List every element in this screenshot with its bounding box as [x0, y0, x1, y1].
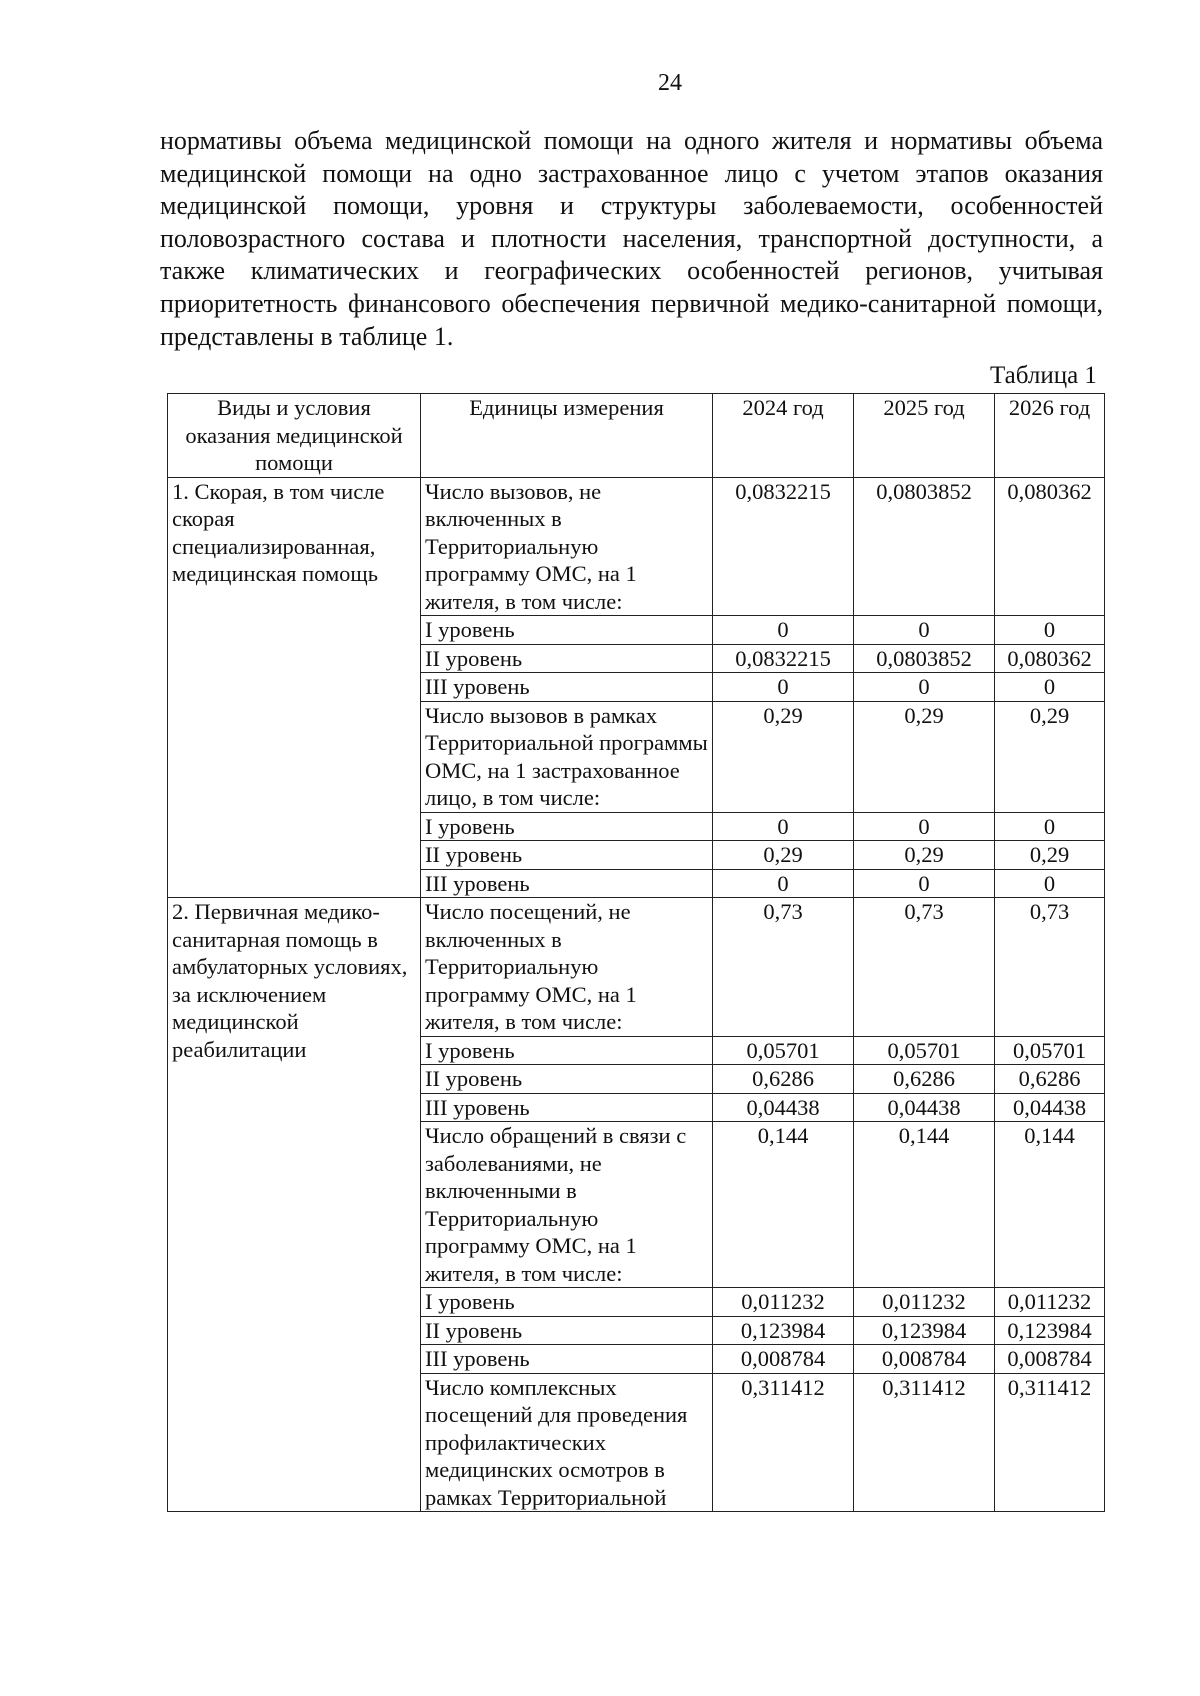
header-unit: Единицы измерения [421, 394, 713, 478]
header-2024: 2024 год [713, 394, 854, 478]
table-header-row [168, 394, 1105, 478]
unit-cell: Число вызовов, не включенных в Территориальную программу ОМС, на 1 жителя, в том числе: [421, 477, 713, 616]
value-2024-cell: 0,123984 [713, 1316, 854, 1345]
value-2026-cell: 0 [995, 616, 1105, 645]
value-2025-cell: 0,73 [854, 898, 995, 1037]
unit-cell: III уровень [421, 869, 713, 898]
value-2025-cell: 0 [854, 869, 995, 898]
value-2024-cell: 0,0832215 [713, 644, 854, 673]
care-kind-cell: 2. Первичная медико-санитарная помощь в амбулаторных условиях, за исключением медицинской реабилитации [168, 898, 421, 1512]
table-body [168, 477, 1105, 1512]
value-2026-cell: 0,29 [995, 701, 1105, 812]
value-2026-cell: 0,29 [995, 841, 1105, 870]
unit-cell: III уровень [421, 673, 713, 702]
value-2025-cell: 0,144 [854, 1122, 995, 1288]
value-2026-cell: 0 [995, 673, 1105, 702]
value-2026-cell: 0,05701 [995, 1036, 1105, 1065]
unit-cell: I уровень [421, 1036, 713, 1065]
value-2025-cell: 0,311412 [854, 1373, 995, 1512]
value-2025-cell: 0 [854, 673, 995, 702]
unit-cell: Число обращений в связи с заболеваниями, не включенными в Территориальную программу ОМС, на 1 жителя, в том числе: [421, 1122, 713, 1288]
value-2026-cell: 0,080362 [995, 644, 1105, 673]
header-2026: 2026 год [995, 394, 1105, 478]
value-2026-cell: 0,008784 [995, 1345, 1105, 1374]
value-2024-cell: 0,311412 [713, 1373, 854, 1512]
header-kind: Виды и условия оказания медицинской помощи [168, 394, 421, 478]
value-2025-cell: 0,0803852 [854, 644, 995, 673]
value-2025-cell: 0,29 [854, 841, 995, 870]
unit-cell: I уровень [421, 812, 713, 841]
value-2024-cell: 0,04438 [713, 1093, 854, 1122]
header-2025: 2025 год [854, 394, 995, 478]
value-2026-cell: 0,144 [995, 1122, 1105, 1288]
value-2026-cell: 0,123984 [995, 1316, 1105, 1345]
unit-cell: II уровень [421, 1316, 713, 1345]
unit-cell: Число вызовов в рамках Территориальной программы ОМС, на 1 застрахованное лицо, в том числе: [421, 701, 713, 812]
value-2025-cell: 0,29 [854, 701, 995, 812]
value-2024-cell: 0,05701 [713, 1036, 854, 1065]
value-2026-cell: 0,311412 [995, 1373, 1105, 1512]
value-2026-cell: 0 [995, 812, 1105, 841]
table-row [168, 477, 1105, 616]
value-2025-cell: 0,6286 [854, 1065, 995, 1094]
value-2026-cell: 0,73 [995, 898, 1105, 1037]
value-2024-cell: 0 [713, 869, 854, 898]
value-2025-cell: 0,0803852 [854, 477, 995, 616]
unit-cell: III уровень [421, 1093, 713, 1122]
intro-paragraph: нормативы объема медицинской помощи на одного жителя и нормативы объема медицинской помощи на одно застрахованное лицо с учетом этапов оказания медицинской помощи, уровня и структуры заболеваемости, особенностей половозрастного состава и плотности населения, транспортной доступности, а также климатических и географических особенностей регионов, учитывая приоритетность финансового обеспечения первичной медико-санитарной помощи, представлены в таблице 1. [160, 126, 1103, 351]
value-2024-cell: 0,0832215 [713, 477, 854, 616]
value-2026-cell: 0,080362 [995, 477, 1105, 616]
value-2025-cell: 0,04438 [854, 1093, 995, 1122]
value-2025-cell: 0 [854, 616, 995, 645]
page-number: 24 [658, 70, 682, 96]
value-2024-cell: 0,144 [713, 1122, 854, 1288]
table-caption: Таблица 1 [990, 362, 1097, 389]
value-2024-cell: 0,29 [713, 701, 854, 812]
value-2024-cell: 0,6286 [713, 1065, 854, 1094]
unit-cell: I уровень [421, 616, 713, 645]
unit-cell: Число посещений, не включенных в Территориальную программу ОМС, на 1 жителя, в том числе: [421, 898, 713, 1037]
norms-table [167, 393, 1105, 1512]
value-2026-cell: 0,6286 [995, 1065, 1105, 1094]
value-2024-cell: 0,008784 [713, 1345, 854, 1374]
unit-cell: I уровень [421, 1288, 713, 1317]
value-2026-cell: 0,04438 [995, 1093, 1105, 1122]
value-2025-cell: 0,123984 [854, 1316, 995, 1345]
value-2024-cell: 0,011232 [713, 1288, 854, 1317]
table-row [168, 898, 1105, 1037]
unit-cell: II уровень [421, 841, 713, 870]
value-2024-cell: 0 [713, 812, 854, 841]
unit-cell: III уровень [421, 1345, 713, 1374]
value-2025-cell: 0,008784 [854, 1345, 995, 1374]
value-2024-cell: 0,73 [713, 898, 854, 1037]
unit-cell: II уровень [421, 1065, 713, 1094]
value-2024-cell: 0 [713, 673, 854, 702]
value-2026-cell: 0,011232 [995, 1288, 1105, 1317]
value-2024-cell: 0,29 [713, 841, 854, 870]
value-2025-cell: 0,011232 [854, 1288, 995, 1317]
value-2025-cell: 0,05701 [854, 1036, 995, 1065]
care-kind-cell: 1. Скорая, в том числе скорая специализированная, медицинская помощь [168, 477, 421, 898]
value-2026-cell: 0 [995, 869, 1105, 898]
unit-cell: II уровень [421, 644, 713, 673]
value-2025-cell: 0 [854, 812, 995, 841]
value-2024-cell: 0 [713, 616, 854, 645]
unit-cell: Число комплексных посещений для проведения профилактических медицинских осмотров в рамках Территориальной [421, 1373, 713, 1512]
